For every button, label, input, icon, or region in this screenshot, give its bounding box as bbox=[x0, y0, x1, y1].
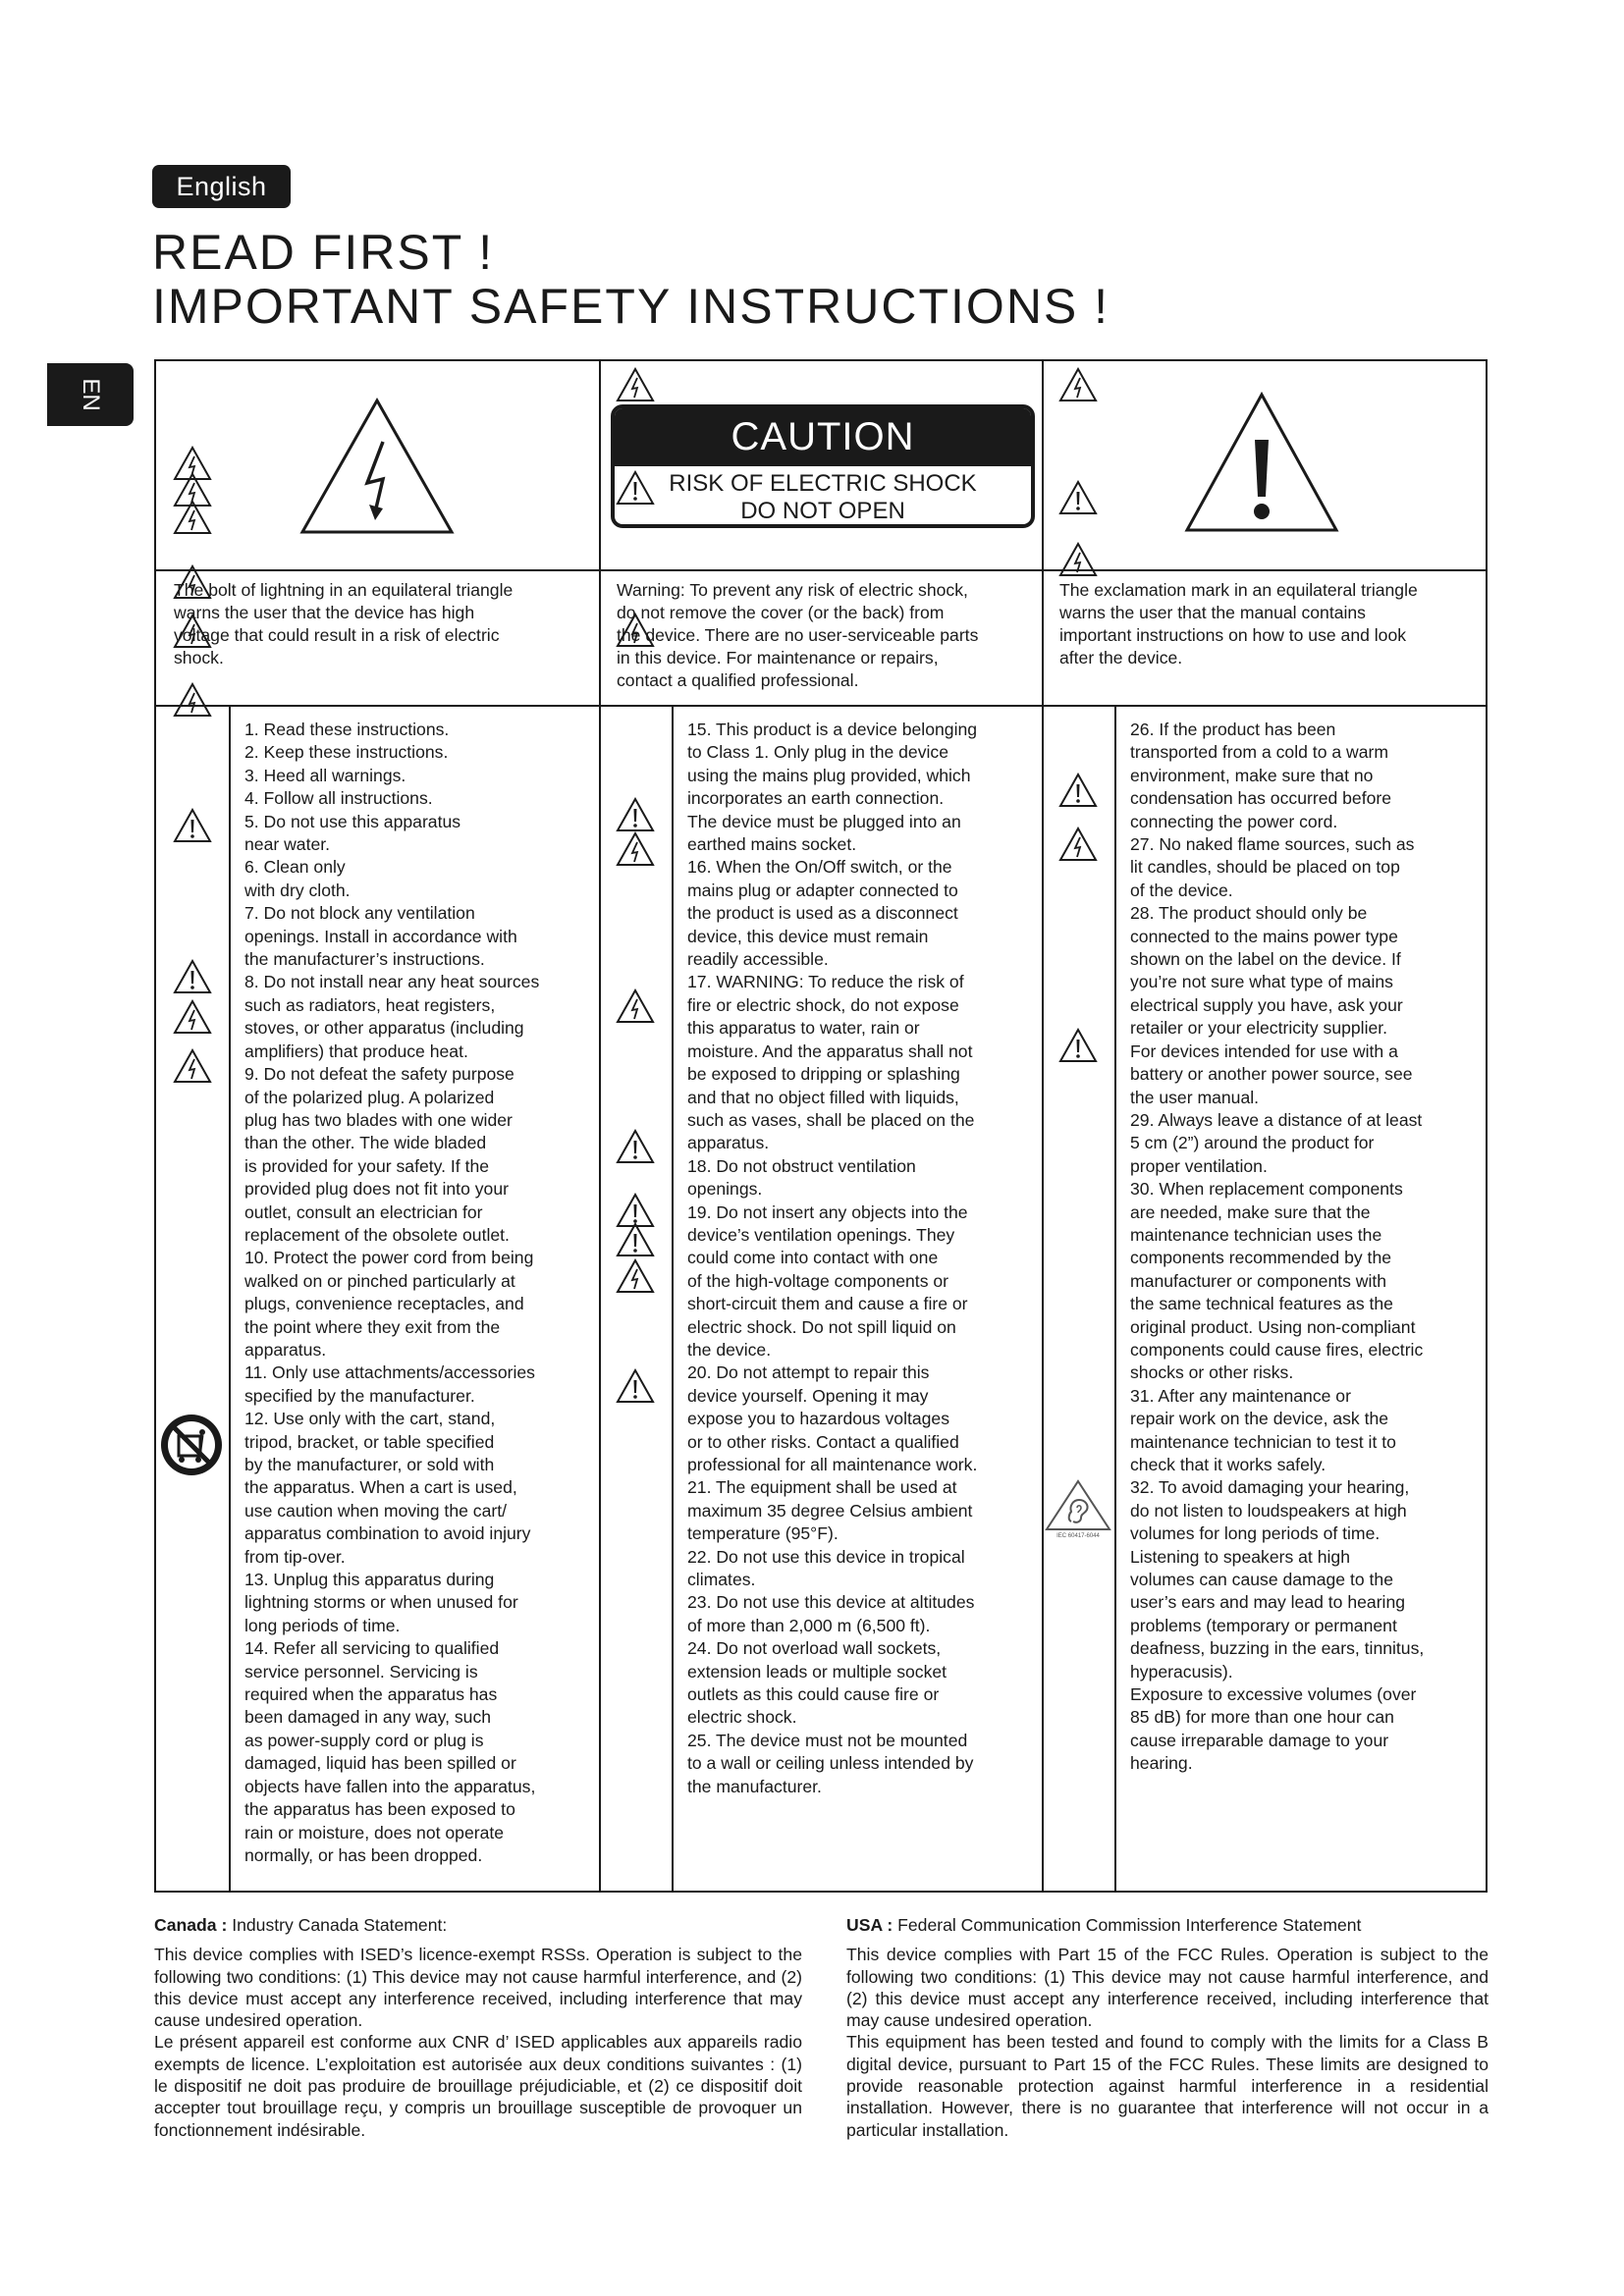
icon-column-divider bbox=[1114, 707, 1116, 1891]
instruction-line: of the high-voltage components or bbox=[687, 1270, 949, 1291]
instruction-line: 31. After any maintenance or bbox=[1130, 1385, 1351, 1406]
instruction-line: electric shock. Do not spill liquid on bbox=[687, 1316, 956, 1337]
exclamation-warning-icon bbox=[1058, 1028, 1098, 1063]
usa-label: USA : bbox=[846, 1915, 893, 1935]
lightning-warning-icon bbox=[173, 564, 212, 600]
instruction-line: 25. The device must not be mounted bbox=[687, 1730, 968, 1750]
instruction-line: climates. bbox=[687, 1570, 756, 1590]
instruction-line: 9. Do not defeat the safety purpose bbox=[244, 1064, 514, 1085]
caution-label bbox=[611, 404, 1035, 528]
usa-paragraph-2: This equipment has been tested and found to comply with the limits for a Class B digital device, pursuant to Part 15 of the FCC Rules. These limits are designed to provide reasonable protection against harmful interference in a residential installation. However, there is no guarantee that interference will not occur in a particular installation. bbox=[846, 2032, 1489, 2140]
instruction-line: 20. Do not attempt to repair this bbox=[687, 1362, 930, 1383]
row-divider bbox=[156, 569, 1486, 571]
instruction-line: of more than 2,000 m (6,500 ft). bbox=[687, 1615, 931, 1635]
instruction-line: this apparatus to water, rain or bbox=[687, 1018, 920, 1039]
usa-title: Federal Communication Commission Interference Statement bbox=[897, 1915, 1362, 1935]
instruction-line: or to other risks. Contact a qualified bbox=[687, 1431, 959, 1452]
instruction-line: the apparatus. When a cart is used, bbox=[244, 1477, 517, 1498]
instruction-line: are needed, make sure that the bbox=[1130, 1201, 1371, 1222]
canada-statement bbox=[154, 1914, 802, 2141]
instruction-line: shocks or other risks. bbox=[1130, 1362, 1294, 1383]
instruction-line: stoves, or other apparatus (including bbox=[244, 1018, 524, 1039]
instruction-line: electrical supply you have, ask your bbox=[1130, 994, 1403, 1015]
instruction-line: using the mains plug provided, which bbox=[687, 765, 971, 785]
warning-description: Warning: To prevent any risk of electric shock, do not remove the cover (or the back) from the device. There are no user-serviceable parts in this device. For maintenance or repairs, contact a qualified professional. bbox=[617, 580, 979, 690]
caution-title: CAUTION bbox=[615, 408, 1031, 466]
usa-statement bbox=[846, 1914, 1489, 2141]
instructions-column-1 bbox=[244, 719, 539, 1867]
caution-line-1: RISK OF ELECTRIC SHOCK bbox=[669, 470, 977, 497]
exclamation-warning-icon bbox=[616, 1222, 655, 1257]
instruction-line: outlets as this could cause fire or bbox=[687, 1684, 940, 1705]
instruction-line: fire or electric shock, do not expose bbox=[687, 994, 959, 1015]
lightning-warning-icon bbox=[173, 999, 212, 1035]
icon-column-divider bbox=[229, 707, 231, 1891]
instruction-line: volumes can cause damage to the bbox=[1130, 1570, 1393, 1590]
exclamation-warning-icon bbox=[616, 470, 655, 506]
no-cart-tipover-icon bbox=[159, 1413, 224, 1477]
language-badge: English bbox=[152, 165, 291, 208]
lightning-warning-icon bbox=[173, 500, 212, 535]
instruction-line: openings. Install in accordance with bbox=[244, 926, 517, 946]
instruction-line: 19. Do not insert any objects into the bbox=[687, 1201, 968, 1222]
instruction-line: 15. This product is a device belonging bbox=[687, 720, 978, 739]
instruction-line: The device must be plugged into an bbox=[687, 811, 961, 831]
lightning-warning-icon bbox=[616, 613, 655, 648]
instruction-line: such as vases, shall be placed on the bbox=[687, 1109, 975, 1130]
hearing-damage-icon bbox=[1044, 1478, 1112, 1539]
lightning-warning-icon bbox=[1058, 827, 1098, 862]
instruction-line: you’re not sure what type of mains bbox=[1130, 972, 1393, 992]
instruction-line: maximum 35 degree Celsius ambient bbox=[687, 1500, 973, 1521]
lightning-warning-icon bbox=[616, 367, 655, 402]
lightning-description: The bolt of lightning in an equilateral triangle warns the user that the device has high voltage that could result in a risk of electric shock. bbox=[174, 580, 514, 667]
instruction-line: with dry cloth. bbox=[244, 880, 351, 900]
instruction-line: 5. Do not use this apparatus bbox=[244, 811, 461, 831]
exclamation-warning-icon bbox=[1058, 480, 1098, 515]
instruction-line: 12. Use only with the cart, stand, bbox=[244, 1409, 496, 1429]
instruction-line: replacement of the obsolete outlet. bbox=[244, 1224, 510, 1245]
instruction-line: the product is used as a disconnect bbox=[687, 903, 958, 924]
instruction-line: connected to the mains power type bbox=[1130, 926, 1398, 946]
instruction-line: the same technical features as the bbox=[1130, 1294, 1393, 1314]
exclamation-warning-icon bbox=[616, 797, 655, 832]
instruction-line: 27. No naked flame sources, such as bbox=[1130, 834, 1415, 855]
instruction-line: the apparatus has been exposed to bbox=[244, 1799, 515, 1820]
instruction-line: walked on or pinched particularly at bbox=[244, 1270, 515, 1291]
instruction-line: 16. When the On/Off switch, or the bbox=[687, 857, 952, 878]
instruction-line: lightning storms or when unused for bbox=[244, 1592, 518, 1613]
instruction-line: normally, or has been dropped. bbox=[244, 1844, 483, 1865]
instruction-line: and that no object filled with liquids, bbox=[687, 1087, 959, 1107]
instruction-line: 85 dB) for more than one hour can bbox=[1130, 1707, 1394, 1728]
instruction-line: short-circuit them and cause a fire or bbox=[687, 1294, 968, 1314]
instruction-line: readily accessible. bbox=[687, 949, 829, 970]
instruction-line: connecting the power cord. bbox=[1130, 811, 1338, 831]
instruction-line: 28. The product should only be bbox=[1130, 903, 1368, 924]
instruction-line: For devices intended for use with a bbox=[1130, 1041, 1398, 1061]
instruction-line: 18. Do not obstruct ventilation bbox=[687, 1155, 916, 1176]
instruction-line: required when the apparatus has bbox=[244, 1684, 498, 1705]
instruction-line: proper ventilation. bbox=[1130, 1155, 1268, 1176]
exclamation-warning-icon bbox=[616, 1129, 655, 1164]
instruction-line: earthed mains socket. bbox=[687, 834, 857, 855]
instruction-line: near water. bbox=[244, 834, 331, 855]
instruction-line: 32. To avoid damaging your hearing, bbox=[1130, 1477, 1410, 1498]
instruction-line: deafness, buzzing in the ears, tinnitus, bbox=[1130, 1638, 1425, 1659]
lightning-warning-icon bbox=[616, 831, 655, 867]
instruction-line: 17. WARNING: To reduce the risk of bbox=[687, 972, 964, 992]
instruction-line: such as radiators, heat registers, bbox=[244, 994, 496, 1015]
instruction-line: the point where they exit from the bbox=[244, 1316, 501, 1337]
instruction-line: the manufacturer’s instructions. bbox=[244, 949, 485, 970]
icon-column-divider bbox=[672, 707, 674, 1891]
instruction-line: 7. Do not block any ventilation bbox=[244, 903, 475, 924]
instruction-line: condensation has occurred before bbox=[1130, 788, 1392, 809]
instruction-line: 2. Keep these instructions. bbox=[244, 742, 449, 763]
instruction-line: 8. Do not install near any heat sources bbox=[244, 972, 540, 992]
instruction-line: transported from a cold to a warm bbox=[1130, 742, 1389, 763]
lightning-warning-icon bbox=[1058, 542, 1098, 577]
instruction-line: to Class 1. Only plug in the device bbox=[687, 742, 949, 763]
instructions-column-2 bbox=[687, 719, 977, 1798]
page-title: READ FIRST ! bbox=[152, 225, 495, 280]
instruction-line: apparatus. bbox=[687, 1133, 770, 1153]
instruction-line: hearing. bbox=[1130, 1753, 1193, 1774]
instruction-line: problems (temporary or permanent bbox=[1130, 1615, 1397, 1635]
instruction-line: expose you to hazardous voltages bbox=[687, 1409, 950, 1429]
instruction-line: of the device. bbox=[1130, 880, 1233, 900]
instruction-line: 11. Only use attachments/accessories bbox=[244, 1362, 535, 1383]
exclamation-warning-icon bbox=[173, 808, 212, 843]
instruction-line: shown on the label on the device. If bbox=[1130, 949, 1401, 970]
instruction-line: 3. Heed all warnings. bbox=[244, 765, 406, 785]
instruction-line: apparatus. bbox=[244, 1339, 327, 1360]
instruction-line: 23. Do not use this device at altitudes bbox=[687, 1592, 975, 1613]
lightning-triangle-icon bbox=[298, 397, 456, 536]
instruction-line: incorporates an earth connection. bbox=[687, 788, 945, 809]
row-divider bbox=[156, 705, 1486, 707]
instruction-line: to a wall or ceiling unless intended by bbox=[687, 1753, 974, 1774]
instruction-line: cause irreparable damage to your bbox=[1130, 1730, 1389, 1750]
instruction-line: 21. The equipment shall be used at bbox=[687, 1477, 957, 1498]
instruction-line: 14. Refer all servicing to qualified bbox=[244, 1638, 500, 1659]
instruction-line: could come into contact with one bbox=[687, 1248, 939, 1268]
instruction-line: long periods of time. bbox=[244, 1615, 401, 1635]
instruction-line: the device. bbox=[687, 1339, 772, 1360]
lightning-warning-icon bbox=[616, 988, 655, 1024]
instruction-line: maintenance technician uses the bbox=[1130, 1224, 1382, 1245]
instruction-line: 30. When replacement components bbox=[1130, 1179, 1403, 1200]
instruction-line: manufacturer or components with bbox=[1130, 1270, 1387, 1291]
instruction-line: mains plug or adapter connected to bbox=[687, 880, 958, 900]
instruction-line: 13. Unplug this apparatus during bbox=[244, 1570, 495, 1590]
instruction-line: maintenance technician to test it to bbox=[1130, 1431, 1396, 1452]
lightning-warning-icon bbox=[173, 614, 212, 649]
instruction-line: environment, make sure that no bbox=[1130, 765, 1374, 785]
exclamation-warning-icon bbox=[173, 959, 212, 994]
instruction-line: 5 cm (2”) around the product for bbox=[1130, 1133, 1375, 1153]
canada-title: Industry Canada Statement: bbox=[232, 1915, 448, 1935]
instruction-line: electric shock. bbox=[687, 1707, 797, 1728]
instruction-line: damaged, liquid has been spilled or bbox=[244, 1753, 516, 1774]
instruction-line: amplifiers) that produce heat. bbox=[244, 1041, 468, 1061]
instruction-line: openings. bbox=[687, 1179, 763, 1200]
instruction-line: professional for all maintenance work. bbox=[687, 1455, 978, 1474]
lightning-warning-icon bbox=[616, 1258, 655, 1294]
instruction-line: the user manual. bbox=[1130, 1087, 1260, 1107]
instruction-line: 29. Always leave a distance of at least bbox=[1130, 1109, 1423, 1130]
instruction-line: apparatus combination to avoid injury bbox=[244, 1523, 531, 1544]
instruction-line: is provided for your safety. If the bbox=[244, 1155, 490, 1176]
instruction-line: retailer or your electricity supplier. bbox=[1130, 1018, 1388, 1039]
instruction-line: been damaged in any way, such bbox=[244, 1707, 492, 1728]
canada-paragraph-2: Le présent appareil est conforme aux CNR d’ ISED applicables aux appareils radio exempts de licence. L’exploitation est autorisée aux deux conditions suivantes : (1) le dispositif ne doit pas produire de brouillage préjudiciable, et (2) ce dispositif doit accepter tout brouillage reçu, y compris un brouillage susceptible de provoquer un fonctionnement indésirable. bbox=[154, 2032, 802, 2140]
instruction-line: use caution when moving the cart/ bbox=[244, 1500, 507, 1521]
instruction-line: battery or another power source, see bbox=[1130, 1064, 1413, 1085]
instruction-line: components recommended by the bbox=[1130, 1248, 1392, 1268]
instruction-line: 10. Protect the power cord from being bbox=[244, 1248, 534, 1268]
instruction-line: Listening to speakers at high bbox=[1130, 1546, 1350, 1567]
exclamation-warning-icon bbox=[1058, 773, 1098, 808]
instruction-line: 24. Do not overload wall sockets, bbox=[687, 1638, 942, 1659]
instruction-line: rain or moisture, does not operate bbox=[244, 1822, 505, 1842]
instruction-line: components could cause fires, electric bbox=[1130, 1339, 1424, 1360]
canada-paragraph-1: This device complies with ISED’s licence-exempt RSSs. Operation is subject to the following two conditions: (1) This device may not cause harmful interference, and (2) this device must accept any interference received, including interference that may cause undesired operation. bbox=[154, 1945, 802, 2031]
instruction-line: 22. Do not use this device in tropical bbox=[687, 1546, 965, 1567]
instruction-line: service personnel. Servicing is bbox=[244, 1661, 478, 1682]
instruction-line: the manufacturer. bbox=[687, 1776, 822, 1796]
instruction-line: volumes for long periods of time. bbox=[1130, 1523, 1380, 1544]
instruction-line: outlet, consult an electrician for bbox=[244, 1201, 483, 1222]
instruction-line: 4. Follow all instructions. bbox=[244, 788, 433, 809]
lightning-warning-icon bbox=[173, 1048, 212, 1084]
safety-table bbox=[154, 359, 1488, 1893]
instruction-line: lit candles, should be placed on top bbox=[1130, 857, 1400, 878]
instruction-line: device, this device must remain bbox=[687, 926, 929, 946]
hearing-icon-code: IEC 60417-6044 bbox=[1056, 1533, 1100, 1539]
instruction-line: provided plug does not fit into your bbox=[244, 1179, 509, 1200]
side-tab-label: EN bbox=[78, 378, 104, 411]
lightning-warning-icon bbox=[1058, 367, 1098, 402]
instruction-line: moisture. And the apparatus shall not bbox=[687, 1041, 973, 1061]
instruction-line: 6. Clean only bbox=[244, 857, 346, 878]
instruction-line: extension leads or multiple socket bbox=[687, 1661, 947, 1682]
instruction-line: original product. Using non-compliant bbox=[1130, 1316, 1416, 1337]
caution-line-2: DO NOT OPEN bbox=[740, 498, 905, 524]
lightning-warning-icon bbox=[173, 682, 212, 718]
instruction-line: check that it works safely. bbox=[1130, 1455, 1326, 1474]
exclamation-warning-icon bbox=[616, 1368, 655, 1404]
canada-label: Canada : bbox=[154, 1915, 228, 1935]
language-side-tab bbox=[47, 363, 134, 426]
instruction-line: specified by the manufacturer. bbox=[244, 1385, 475, 1406]
instruction-line: device yourself. Opening it may bbox=[687, 1385, 929, 1406]
instruction-line: do not listen to loudspeakers at high bbox=[1130, 1500, 1407, 1521]
exclamation-description: The exclamation mark in an equilateral triangle warns the user that the manual contains important instructions on how to use and look after the device. bbox=[1059, 580, 1418, 667]
instruction-line: 26. If the product has been bbox=[1130, 720, 1336, 739]
instruction-line: tripod, bracket, or table specified bbox=[244, 1431, 495, 1452]
instruction-line: by the manufacturer, or sold with bbox=[244, 1455, 495, 1474]
exclamation-triangle-icon bbox=[1183, 391, 1340, 534]
instruction-line: Exposure to excessive volumes (over bbox=[1130, 1684, 1417, 1705]
instruction-line: objects have fallen into the apparatus, bbox=[244, 1776, 536, 1796]
instruction-line: device’s ventilation openings. They bbox=[687, 1224, 955, 1245]
column-divider bbox=[599, 361, 601, 1891]
instructions-column-3 bbox=[1130, 719, 1424, 1776]
instruction-line: user’s ears and may lead to hearing bbox=[1130, 1592, 1406, 1613]
instruction-line: be exposed to dripping or splashing bbox=[687, 1064, 960, 1085]
instruction-line: temperature (95°F). bbox=[687, 1523, 839, 1544]
page-subtitle: IMPORTANT SAFETY INSTRUCTIONS ! bbox=[152, 279, 1110, 334]
instruction-line: from tip-over. bbox=[244, 1546, 346, 1567]
instruction-line: plugs, convenience receptacles, and bbox=[244, 1294, 524, 1314]
instruction-line: than the other. The wide bladed bbox=[244, 1133, 487, 1153]
instruction-line: repair work on the device, ask the bbox=[1130, 1409, 1389, 1429]
usa-paragraph-1: This device complies with Part 15 of the FCC Rules. Operation is subject to the following two conditions: (1) This device may not cause harmful interference, and (2) this device must accept any interference received, including interference that may cause undesired operation. bbox=[846, 1945, 1489, 2031]
instruction-line: hyperacusis). bbox=[1130, 1661, 1233, 1682]
instruction-line: as power-supply cord or plug is bbox=[244, 1730, 484, 1750]
instruction-line: of the polarized plug. A polarized bbox=[244, 1087, 495, 1107]
instruction-line: 1. Read these instructions. bbox=[244, 720, 450, 739]
instruction-line: plug has two blades with one wider bbox=[244, 1109, 513, 1130]
column-divider bbox=[1042, 361, 1044, 1891]
